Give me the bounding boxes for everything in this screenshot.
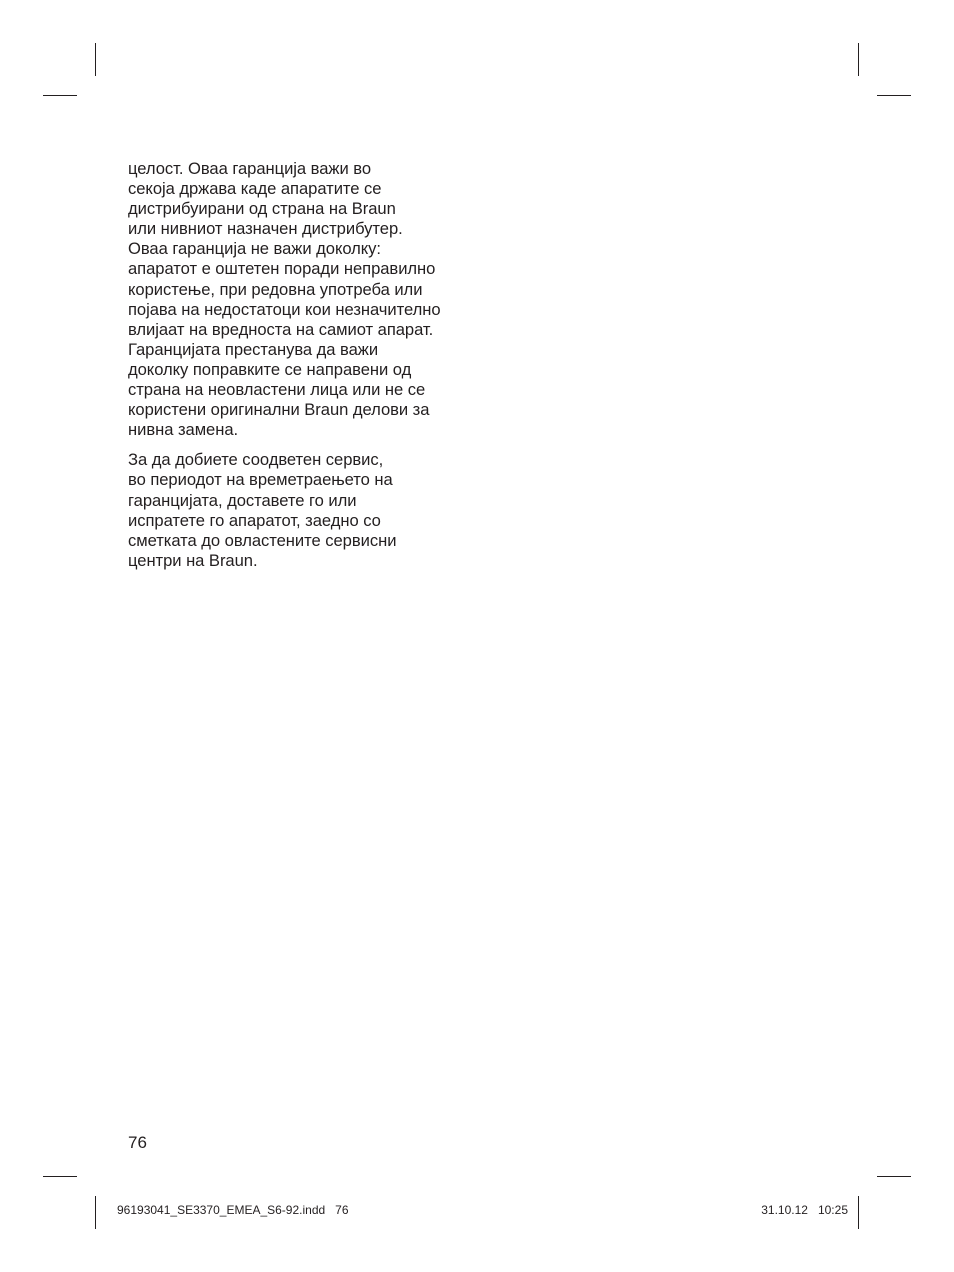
crop-mark-bottom-left-horizontal xyxy=(43,1176,77,1177)
text-line: За да добиете соодветен сервис, xyxy=(128,450,384,470)
crop-mark-top-left-horizontal xyxy=(43,95,77,96)
text-line: сметката до овластените сервисни xyxy=(128,530,397,550)
crop-mark-bottom-left-vertical xyxy=(95,1196,96,1229)
text-line: апаратот е оштетен поради неправилно xyxy=(128,259,436,279)
warranty-paragraph xyxy=(128,159,488,440)
text-line: страна на неовластени лица или не се xyxy=(128,380,426,400)
text-line: испратете го апаратот, заедно со xyxy=(128,510,381,530)
crop-mark-top-left-vertical xyxy=(95,43,96,76)
crop-mark-top-right-vertical xyxy=(858,43,859,76)
text-line: дистрибуирани од страна на Braun xyxy=(128,199,396,219)
text-line: Гаранцијата престанува да важи xyxy=(128,339,379,359)
crop-mark-bottom-right-horizontal xyxy=(877,1176,911,1177)
crop-mark-bottom-right-vertical xyxy=(858,1196,859,1229)
text-line: нивна замена. xyxy=(128,420,239,440)
text-line: секоја држава каде апаратите се xyxy=(128,179,382,199)
service-paragraph xyxy=(128,450,488,571)
text-line: користени оригинални Braun делови за xyxy=(128,400,430,420)
text-line: користење, при редовна употреба или xyxy=(128,279,423,299)
text-line: центри на Braun. xyxy=(128,550,258,570)
crop-mark-top-right-horizontal xyxy=(877,95,911,96)
text-line: Оваа гаранција не важи доколку: xyxy=(128,239,381,259)
text-line: целост. Оваа гаранција важи во xyxy=(128,159,372,178)
text-line: во периодот на времетраењето на xyxy=(128,470,393,490)
text-line: или нивниот назначен дистрибутер. xyxy=(128,219,403,239)
text-line: појава на недостатоци кои незначително xyxy=(128,299,441,319)
file-slug: 96193041_SE3370_EMEA_S6-92.indd 76 xyxy=(117,1203,349,1217)
text-column xyxy=(128,159,488,571)
text-line: доколку поправките се направени од xyxy=(128,359,412,379)
text-line: гаранцијата, доставете го или xyxy=(128,490,357,510)
text-line: влијаат на вредноста на самиот апарат. xyxy=(128,319,434,339)
date-time-slug: 31.10.12 10:25 xyxy=(761,1203,848,1217)
page-number: 76 xyxy=(128,1133,147,1152)
